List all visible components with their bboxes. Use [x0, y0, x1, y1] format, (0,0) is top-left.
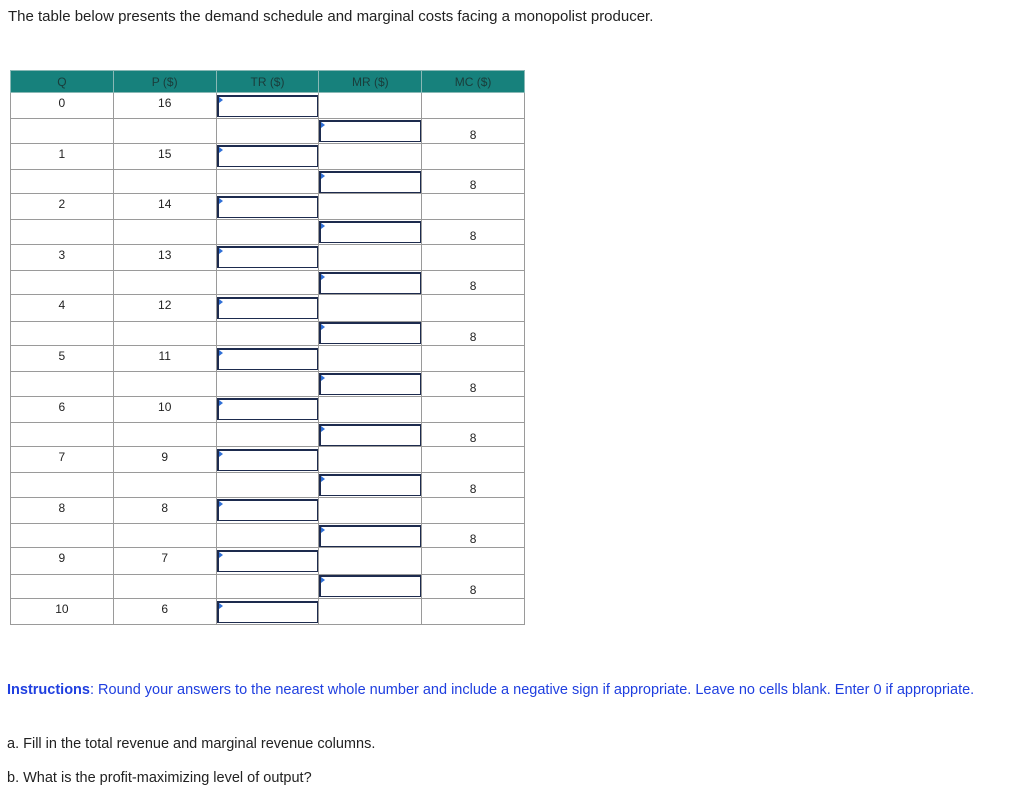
quantity-cell: 0	[11, 93, 114, 119]
marginal-revenue-cell	[319, 422, 422, 446]
table-row	[11, 396, 525, 422]
input-marker-icon	[321, 476, 325, 482]
input-marker-icon	[219, 97, 223, 103]
price-cell	[113, 574, 216, 598]
total-revenue-empty-cell	[216, 169, 319, 193]
input-marker-icon	[321, 223, 325, 229]
price-cell: 14	[113, 194, 216, 220]
total-revenue-input[interactable]	[217, 449, 319, 471]
total-revenue-cell	[216, 497, 319, 523]
header-marginal-cost: MC ($)	[422, 71, 525, 93]
marginal-revenue-empty-cell	[319, 194, 422, 220]
marginal-cost-cell: 8	[422, 524, 525, 548]
marginal-cost-cell: 8	[422, 220, 525, 244]
input-marker-icon	[219, 248, 223, 254]
instructions-lead: Instructions	[7, 682, 90, 698]
total-revenue-input[interactable]	[217, 398, 319, 420]
header-price: P ($)	[113, 71, 216, 93]
total-revenue-empty-cell	[216, 119, 319, 143]
input-marker-icon	[321, 274, 325, 280]
price-cell: 13	[113, 244, 216, 270]
quantity-cell: 1	[11, 143, 114, 169]
price-cell	[113, 271, 216, 295]
marginal-cost-cell: 8	[422, 473, 525, 497]
price-cell: 12	[113, 295, 216, 321]
total-revenue-empty-cell	[216, 422, 319, 446]
price-cell: 15	[113, 143, 216, 169]
marginal-revenue-cell	[319, 169, 422, 193]
marginal-cost-cell: 8	[422, 372, 525, 396]
marginal-revenue-empty-cell	[319, 548, 422, 574]
total-revenue-empty-cell	[216, 321, 319, 345]
table-row	[11, 169, 525, 193]
marginal-cost-cell	[422, 396, 525, 422]
header-total-revenue: TR ($)	[216, 71, 319, 93]
table-row	[11, 422, 525, 446]
quantity-cell	[11, 473, 114, 497]
price-cell	[113, 524, 216, 548]
quantity-cell	[11, 524, 114, 548]
header-q: Q	[11, 71, 114, 93]
table-row	[11, 574, 525, 598]
table-row	[11, 372, 525, 396]
input-marker-icon	[321, 426, 325, 432]
price-cell: 6	[113, 598, 216, 624]
total-revenue-cell	[216, 598, 319, 624]
table-row	[11, 119, 525, 143]
marginal-revenue-empty-cell	[319, 244, 422, 270]
total-revenue-input[interactable]	[217, 550, 319, 572]
input-marker-icon	[321, 122, 325, 128]
total-revenue-cell	[216, 143, 319, 169]
price-cell	[113, 372, 216, 396]
total-revenue-cell	[216, 447, 319, 473]
input-marker-icon	[219, 501, 223, 507]
table-row	[11, 321, 525, 345]
marginal-cost-cell: 8	[422, 422, 525, 446]
quantity-cell: 9	[11, 548, 114, 574]
marginal-revenue-input[interactable]	[319, 171, 421, 193]
marginal-revenue-input[interactable]	[319, 120, 421, 142]
marginal-revenue-cell	[319, 524, 422, 548]
quantity-cell: 8	[11, 497, 114, 523]
total-revenue-input[interactable]	[217, 196, 319, 218]
table-row	[11, 548, 525, 574]
total-revenue-cell	[216, 93, 319, 119]
marginal-revenue-input[interactable]	[319, 525, 421, 547]
input-marker-icon	[219, 350, 223, 356]
marginal-revenue-input[interactable]	[319, 575, 421, 597]
question-a: a. Fill in the total revenue and marginal revenue columns.	[7, 736, 376, 752]
total-revenue-empty-cell	[216, 271, 319, 295]
table-row	[11, 473, 525, 497]
quantity-cell: 2	[11, 194, 114, 220]
price-cell	[113, 321, 216, 345]
total-revenue-cell	[216, 345, 319, 371]
marginal-cost-cell	[422, 295, 525, 321]
input-marker-icon	[321, 324, 325, 330]
input-marker-icon	[219, 299, 223, 305]
table-row	[11, 598, 525, 624]
table-row	[11, 143, 525, 169]
marginal-revenue-cell	[319, 321, 422, 345]
quantity-cell	[11, 372, 114, 396]
marginal-revenue-input[interactable]	[319, 373, 421, 395]
table-row	[11, 194, 525, 220]
price-cell	[113, 169, 216, 193]
table-row	[11, 244, 525, 270]
marginal-cost-cell	[422, 548, 525, 574]
input-marker-icon	[321, 527, 325, 533]
table-row	[11, 220, 525, 244]
marginal-revenue-cell	[319, 220, 422, 244]
total-revenue-empty-cell	[216, 524, 319, 548]
marginal-revenue-cell	[319, 473, 422, 497]
marginal-revenue-cell	[319, 574, 422, 598]
table-row	[11, 524, 525, 548]
marginal-cost-cell	[422, 497, 525, 523]
table-header-row	[11, 71, 525, 93]
instructions-text: : Round your answers to the nearest whole number and include a negative sign if appropriate. Leave no cells blank. Enter 0 if appropriate.	[89, 682, 975, 698]
marginal-cost-cell	[422, 447, 525, 473]
marginal-revenue-empty-cell	[319, 447, 422, 473]
marginal-revenue-cell	[319, 372, 422, 396]
price-cell	[113, 220, 216, 244]
table-row	[11, 295, 525, 321]
marginal-revenue-input[interactable]	[319, 424, 421, 446]
quantity-cell	[11, 321, 114, 345]
input-marker-icon	[321, 375, 325, 381]
total-revenue-empty-cell	[216, 372, 319, 396]
total-revenue-input[interactable]	[217, 145, 319, 167]
input-marker-icon	[219, 451, 223, 457]
total-revenue-cell	[216, 194, 319, 220]
total-revenue-empty-cell	[216, 574, 319, 598]
quantity-cell: 7	[11, 447, 114, 473]
header-marginal-revenue: MR ($)	[319, 71, 422, 93]
demand-schedule-table	[10, 70, 525, 625]
marginal-revenue-empty-cell	[319, 396, 422, 422]
quantity-cell	[11, 220, 114, 244]
price-cell: 7	[113, 548, 216, 574]
price-cell	[113, 119, 216, 143]
total-revenue-input[interactable]	[217, 348, 319, 370]
marginal-cost-cell	[422, 194, 525, 220]
total-revenue-cell	[216, 396, 319, 422]
total-revenue-cell	[216, 295, 319, 321]
marginal-revenue-empty-cell	[319, 345, 422, 371]
price-cell: 16	[113, 93, 216, 119]
quantity-cell: 10	[11, 598, 114, 624]
total-revenue-cell	[216, 548, 319, 574]
marginal-cost-cell: 8	[422, 169, 525, 193]
price-cell	[113, 422, 216, 446]
instructions	[7, 680, 997, 700]
input-marker-icon	[321, 173, 325, 179]
marginal-revenue-empty-cell	[319, 295, 422, 321]
marginal-cost-cell	[422, 598, 525, 624]
marginal-revenue-empty-cell	[319, 598, 422, 624]
table-body	[11, 93, 525, 625]
input-marker-icon	[321, 577, 325, 583]
input-marker-icon	[219, 603, 223, 609]
marginal-revenue-input[interactable]	[319, 474, 421, 496]
total-revenue-empty-cell	[216, 473, 319, 497]
total-revenue-input[interactable]	[217, 499, 319, 521]
marginal-revenue-input[interactable]	[319, 322, 421, 344]
marginal-cost-cell	[422, 345, 525, 371]
quantity-cell	[11, 169, 114, 193]
marginal-cost-cell	[422, 244, 525, 270]
table-row	[11, 345, 525, 371]
quantity-cell	[11, 119, 114, 143]
input-marker-icon	[219, 400, 223, 406]
total-revenue-cell	[216, 244, 319, 270]
table-row	[11, 271, 525, 295]
question-b: b. What is the profit-maximizing level of output?	[7, 770, 312, 786]
marginal-revenue-cell	[319, 271, 422, 295]
total-revenue-input[interactable]	[217, 601, 319, 623]
marginal-cost-cell	[422, 93, 525, 119]
marginal-cost-cell: 8	[422, 574, 525, 598]
price-cell: 9	[113, 447, 216, 473]
input-marker-icon	[219, 198, 223, 204]
quantity-cell	[11, 574, 114, 598]
marginal-revenue-cell	[319, 119, 422, 143]
intro-text: The table below presents the demand schedule and marginal costs facing a monopolist producer.	[8, 8, 654, 25]
marginal-revenue-empty-cell	[319, 93, 422, 119]
table-row	[11, 93, 525, 119]
input-marker-icon	[219, 147, 223, 153]
quantity-cell: 6	[11, 396, 114, 422]
total-revenue-empty-cell	[216, 220, 319, 244]
marginal-revenue-empty-cell	[319, 497, 422, 523]
marginal-cost-cell: 8	[422, 321, 525, 345]
marginal-revenue-input[interactable]	[319, 221, 421, 243]
table-row	[11, 447, 525, 473]
quantity-cell	[11, 422, 114, 446]
total-revenue-input[interactable]	[217, 246, 319, 268]
price-cell: 11	[113, 345, 216, 371]
marginal-revenue-empty-cell	[319, 143, 422, 169]
quantity-cell: 3	[11, 244, 114, 270]
marginal-revenue-input[interactable]	[319, 272, 421, 294]
input-marker-icon	[219, 552, 223, 558]
price-cell	[113, 473, 216, 497]
quantity-cell: 5	[11, 345, 114, 371]
marginal-cost-cell: 8	[422, 271, 525, 295]
total-revenue-input[interactable]	[217, 95, 319, 117]
quantity-cell	[11, 271, 114, 295]
marginal-cost-cell: 8	[422, 119, 525, 143]
marginal-cost-cell	[422, 143, 525, 169]
quantity-cell: 4	[11, 295, 114, 321]
table-row	[11, 497, 525, 523]
total-revenue-input[interactable]	[217, 297, 319, 319]
price-cell: 8	[113, 497, 216, 523]
price-cell: 10	[113, 396, 216, 422]
